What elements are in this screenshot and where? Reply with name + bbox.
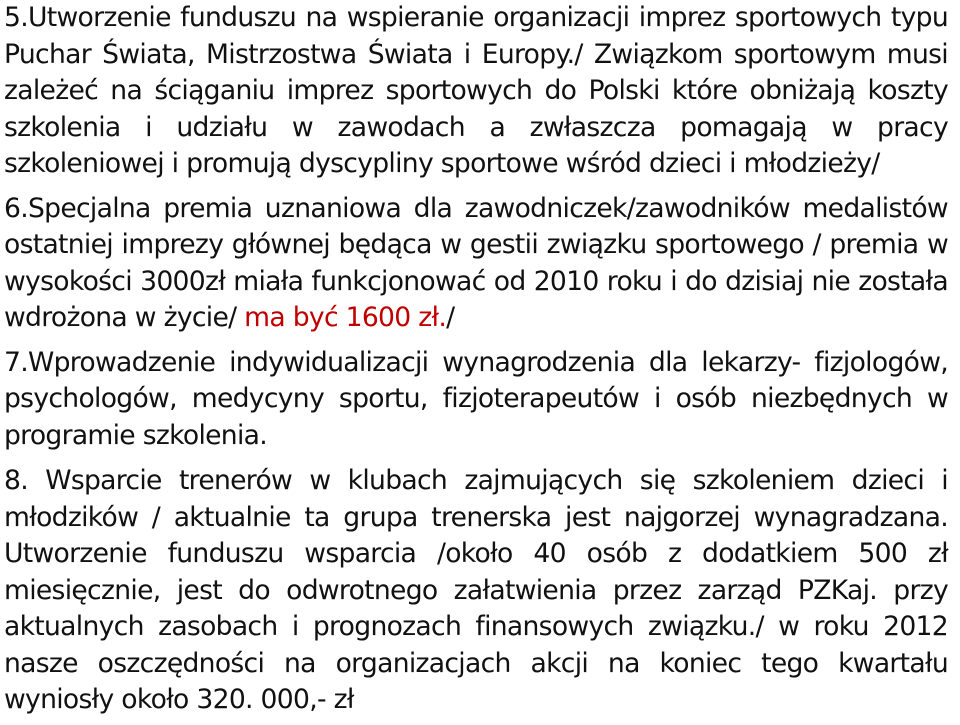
paragraph-6-text-end: / bbox=[446, 302, 455, 333]
paragraph-6 bbox=[0, 191, 952, 337]
paragraph-8: 8. Wsparcie trenerów w klubach zajmujących się szkoleniem dzieci i młodzików / aktualnie ta grupa trenerska jest najgorzej wynagradzana. Utworzenie funduszu wsparcia /około 40 osób z dodatkiem 500 zł miesięcznie, jest do odwrotnego załatwienia przez zarząd PZKaj. przy aktualnych zasobach i prognozach finansowych związku./ w roku 2012 nasze oszczędności na organizacjach akcji na koniec tego kwartału wyniosły około 320. 000,- zł bbox=[4, 465, 948, 715]
paragraph-5: 5.Utworzenie funduszu na wspieranie organizacji imprez sportowych typu Puchar Świata, Mistrzostwa Świata i Europy./ Związkom sportowym musi zależeć na ściąganiu imprez sportowych do Polski które obniżają koszty szkolenia i udziału w zawodach a zwłaszcza pomagają w pracy szkoleniowej i promują dyscypliny sportowe wśród dzieci i młodzieży/ bbox=[4, 2, 948, 179]
paragraph-7: 7.Wprowadzenie indywidualizacji wynagrodzenia dla lekarzy- fizjologów, psychologów, medycyny sportu, fizjoterapeutów i osób niezbędnych w programie szkolenia. bbox=[4, 346, 948, 451]
paragraph-6-highlight: ma być 1600 zł. bbox=[244, 302, 447, 333]
paragraph-6-text: 6.Specjalna premia uznaniowa dla zawodniczek/zawodników medalistów ostatniej imprezy głównej będąca w gestii związku sportowego / premia w wysokości 3000zł miała funkcjonować od 2010 roku i do dzisiaj nie została wdrożona w życie/ bbox=[4, 192, 948, 333]
